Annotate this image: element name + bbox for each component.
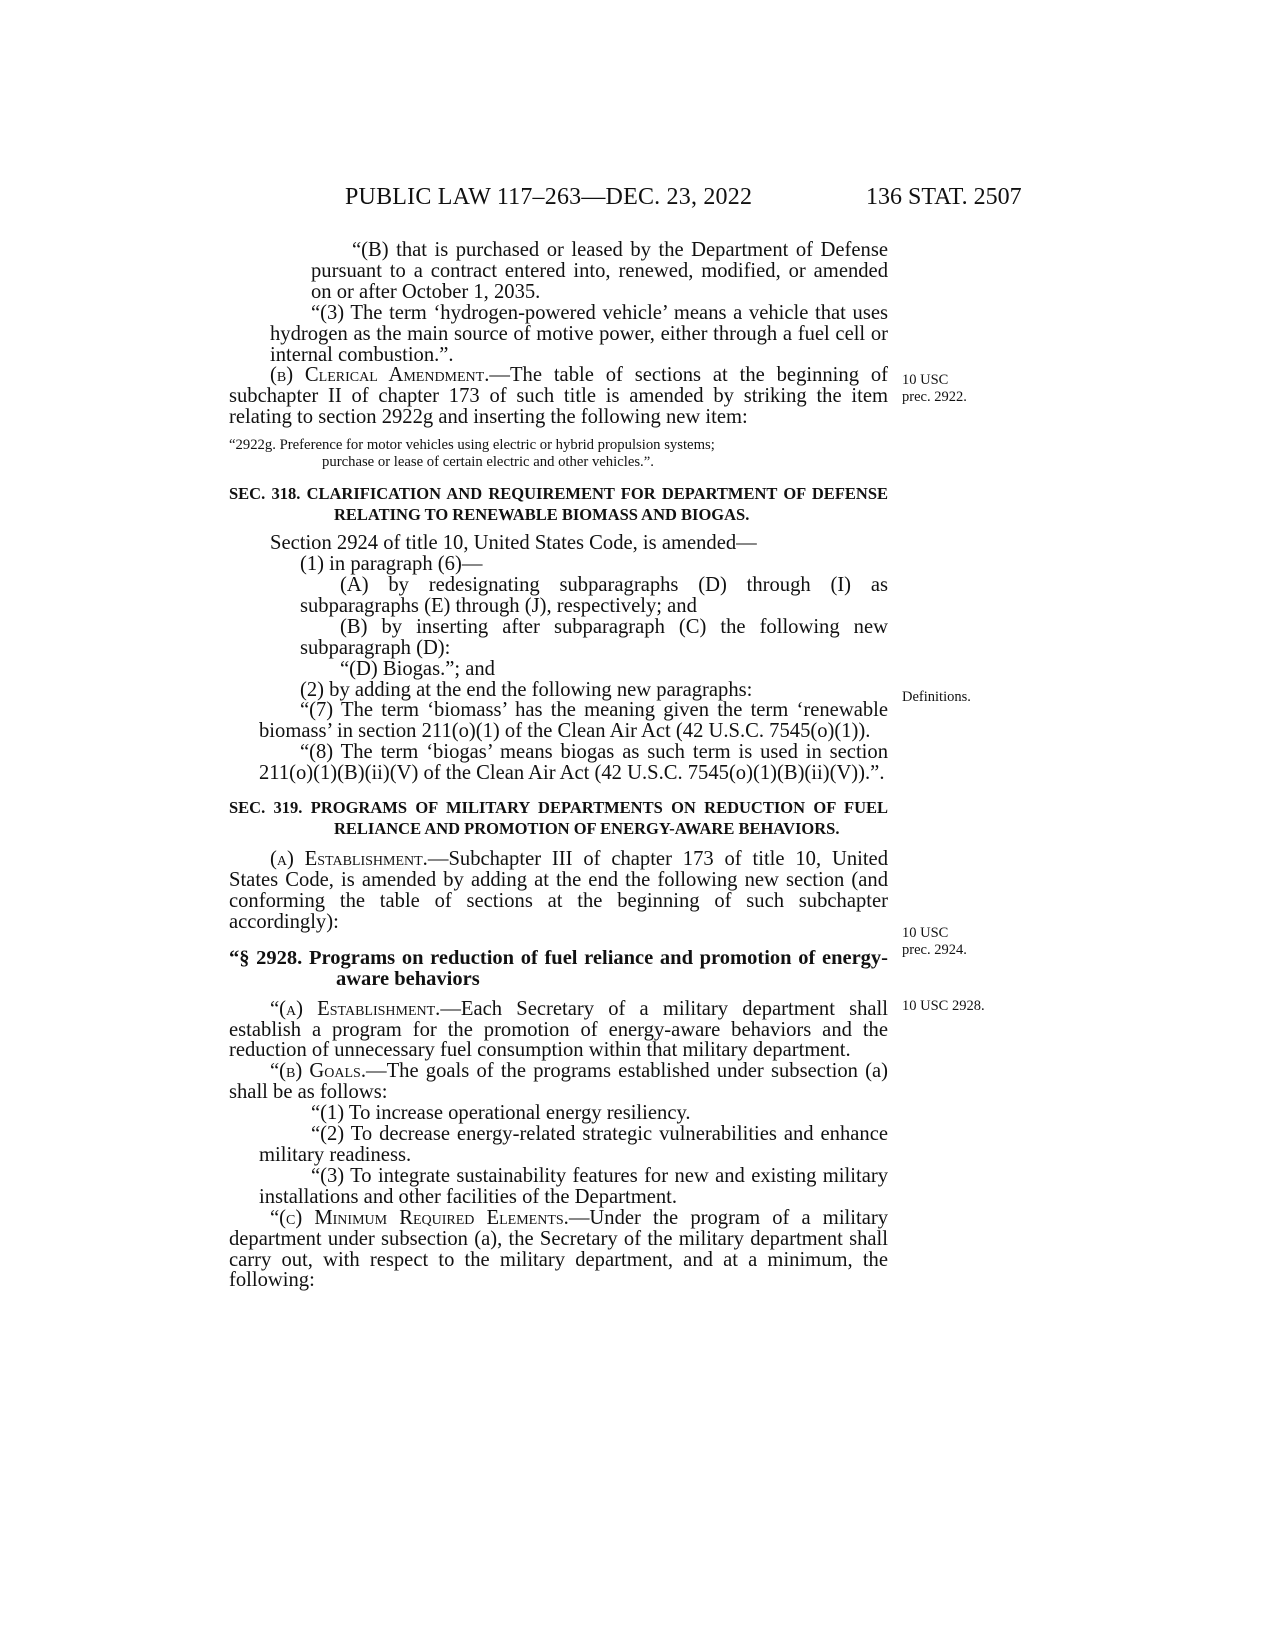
s2928-goal-3: “(3) To integrate sustainability features for new and existing military installations and other facilities of the Department. [259, 1164, 888, 1208]
margin-note-usc-prec-2922 [902, 372, 967, 406]
margin-note-usc-prec-2924 [902, 925, 967, 959]
s318-intro: Section 2924 of title 10, United States Code, is amended— [270, 532, 757, 555]
s2928-goal-2: “(2) To decrease energy-related strategic vulnerabilities and enhance military readiness. [259, 1123, 888, 1166]
margin-note-line: 10 USC [902, 372, 949, 388]
clerical-amendment [229, 365, 888, 428]
s2928-establishment-heading: “(a) Establishment. [270, 997, 441, 1020]
s2928-establishment-text: —Each Secretary of a military department shall establish a program for the promotion of energy-aware behaviors and the reduction of unnecessary fuel consumption within that military department. [229, 997, 888, 1062]
margin-note-line: 10 USC [902, 925, 949, 941]
paragraph-3: “(3) The term ‘hydrogen-powered vehicle’ means a vehicle that uses hydrogen as the main source of motive power, either through a fuel cell or internal combustion.”. [270, 301, 888, 366]
body-text [229, 240, 888, 1291]
clerical-amendment-text: —The table of sections at the beginning of subchapter II of chapter 173 of such title is amended by striking the item relating to section 2922g and inserting the following new item: [229, 364, 888, 429]
table-item [229, 437, 888, 471]
s319-establishment-text: —Subchapter III of chapter 173 of title 10, United States Code, is amended by adding at the end the following new section (and conforming the table of sections at the beginning of such subchapter accordingly): [229, 848, 888, 933]
s318-para-2: (2) by adding at the end the following new paragraphs: [300, 678, 753, 701]
s2928-establishment [229, 999, 888, 1062]
paragraph-b: “(B) that is purchased or leased by the Department of Defense pursuant to a contract entered into, renewed, modified, or amended on or after October 1, 2035. [311, 239, 888, 303]
s2928-goals-text: —The goals of the programs established under subsection (a) shall be as follows: [229, 1060, 888, 1104]
margin-note-usc-2928: 10 USC 2928. [902, 998, 985, 1014]
section-318-heading: SEC. 318. CLARIFICATION AND REQUIREMENT FOR DEPARTMENT OF DEFENSE RELATING TO RENEWABLE BIOMASS AND BIOGAS. [229, 484, 888, 524]
s318-para-1B-quote: “(D) Biogas.”; and [340, 657, 495, 680]
s318-para-7: “(7) The term ‘biomass’ has the meaning given the term ‘renewable biomass’ in section 211(o)(1) of the Clean Air Act (42 U.S.C. 7545(o)(1)). [259, 699, 888, 743]
margin-note-line: prec. 2924. [902, 942, 967, 958]
s318-para-1: (1) in paragraph (6)— [300, 553, 483, 576]
page-number: 136 STAT. 2507 [866, 184, 1022, 210]
s2928-minimum-elements-heading: “(c) Minimum Required Elements. [270, 1206, 569, 1229]
s2928-minimum-elements-text: —Under the program of a military department under subsection (a), the Secretary of the military department shall carry out, with respect to the military department, and at a minimum, the following: [229, 1206, 888, 1292]
s2928-goals [229, 1061, 888, 1103]
clerical-amendment-heading: (b) Clerical Amendment. [270, 364, 490, 387]
table-item-line1: “2922g. Preference for motor vehicles using electric or hybrid propulsion systems; [229, 437, 715, 454]
margin-note-definitions: Definitions. [902, 689, 971, 705]
s2928-minimum-elements [229, 1208, 888, 1292]
running-header-title: PUBLIC LAW 117–263—DEC. 23, 2022 [345, 184, 753, 210]
section-2928-heading: “§ 2928. Programs on reduction of fuel reliance and promotion of energy-aware behaviors [229, 946, 888, 990]
section-319-heading: SEC. 319. PROGRAMS OF MILITARY DEPARTMENTS ON REDUCTION OF FUEL RELIANCE AND PROMOTION OF ENERGY-AWARE BEHAVIORS. [229, 798, 888, 838]
s2928-goal-1: “(1) To increase operational energy resiliency. [311, 1102, 691, 1125]
s319-establishment [229, 849, 888, 933]
table-item-line2: purchase or lease of certain electric and other vehicles.”. [322, 454, 654, 471]
s2928-goals-heading: “(b) Goals. [270, 1060, 366, 1083]
margin-note-line: prec. 2922. [902, 389, 967, 405]
s318-para-1B: (B) by inserting after subparagraph (C) the following new subparagraph (D): [300, 615, 888, 659]
s319-establishment-heading: (a) Establishment. [270, 848, 428, 871]
s318-para-1A: (A) by redesignating subparagraphs (D) through (I) as subparagraphs (E) through (J), respectively; and [300, 573, 888, 617]
s318-para-8: “(8) The term ‘biogas’ means biogas as such term is used in section 211(o)(1)(B)(ii)(V) of the Clean Air Act (42 U.S.C. 7545(o)(1)(B)(ii)(V)).”. [259, 741, 888, 785]
